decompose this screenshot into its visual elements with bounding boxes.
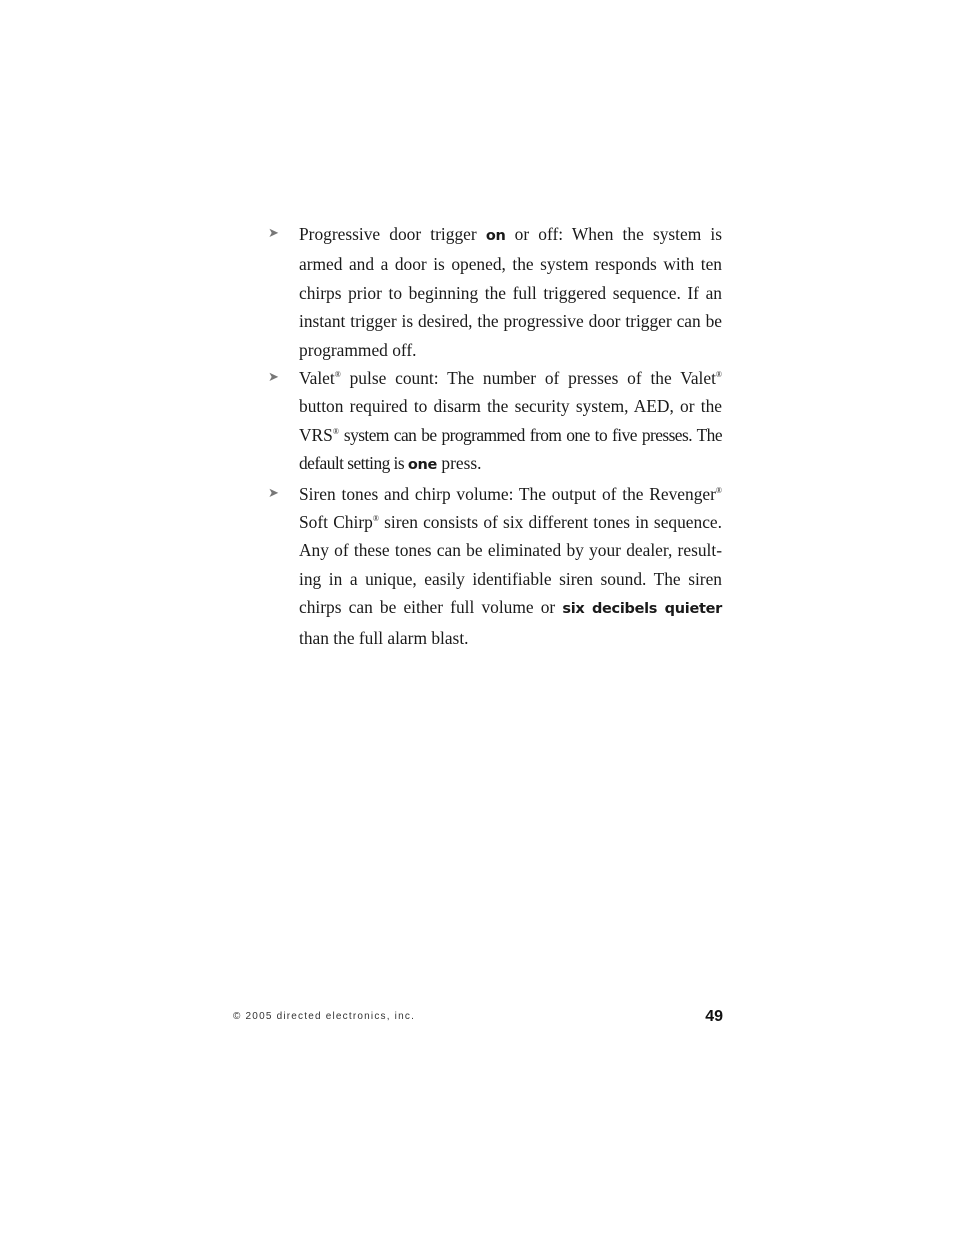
registered-mark: ® [332,427,339,437]
list-item-progressive-door-trigger [268,220,722,364]
item-text: Soft Chirp [299,512,373,533]
registered-mark: ® [372,514,379,524]
default-value-term: six decibels quieter [562,601,722,618]
page-number: 49 [705,1008,723,1025]
item-text: pulse count: The number of presses of the Valet [340,368,716,389]
registered-mark: ® [715,370,722,380]
item-text: press. [437,453,482,474]
item-text: button required to disarm the security system, AED, or the VRS [299,396,722,445]
list-item-valet-pulse-count [268,364,722,480]
item-text: than the full alarm blast. [299,627,469,648]
registered-mark: ® [715,485,722,495]
default-value-term: on [485,228,506,244]
arrow-bullet-icon: ➤ [268,485,279,501]
main-content [268,220,722,652]
item-text: Valet [299,368,335,389]
item-text: Progressive door trigger [299,224,486,244]
footer-copyright: © 2005 directed electronics, inc. [233,1011,416,1022]
item-text: Siren tones and chirp volume: The output of the Revenger [299,483,716,504]
item-text: siren consists of six different tones in sequence. Any of these tones can be eliminated by your dealer, resulting in a unique, easily identifiable siren sound. The siren chirps can be either full volume or [299,512,723,618]
registered-mark: ® [334,370,341,380]
arrow-bullet-icon: ➤ [268,370,279,386]
item-text: system can be programmed from one to five presses. The default setting is [299,424,722,474]
list-item-siren-tones [268,480,722,652]
default-value-term: one [407,457,438,474]
item-text: or off: When the system is armed and a door is opened, the system responds with ten chirps prior to beginning the full triggered sequence. If an instant trigger is desired, the progressive door trigger can be programmed off. [299,224,723,360]
arrow-bullet-icon: ➤ [268,226,279,241]
